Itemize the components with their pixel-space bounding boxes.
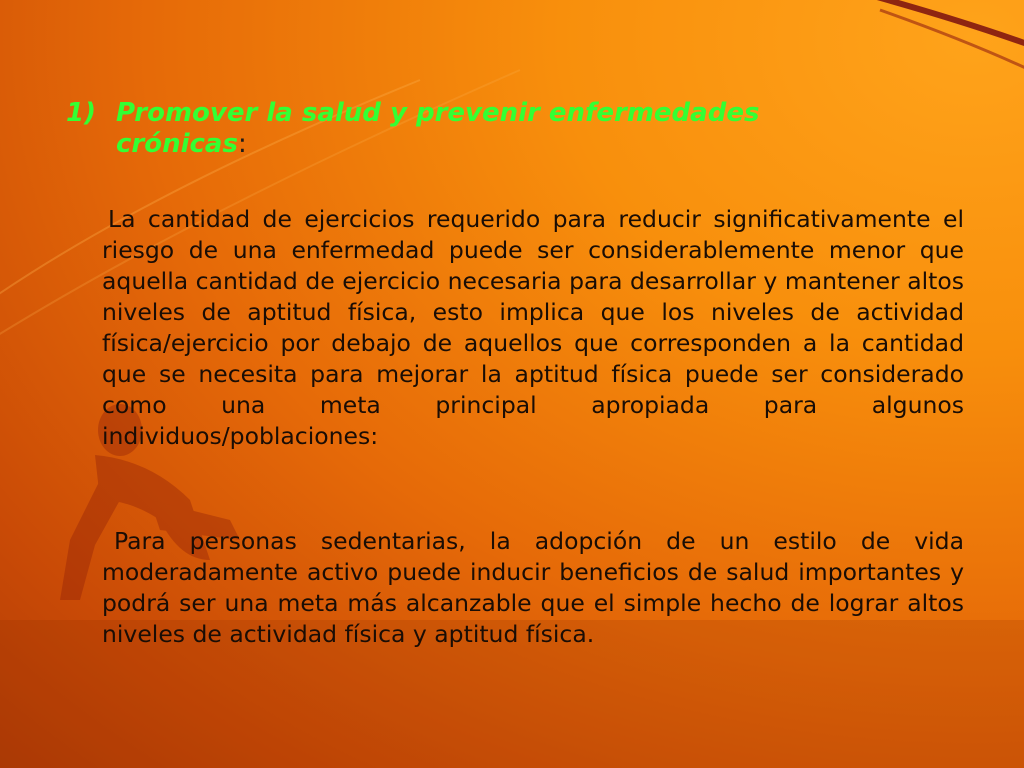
heading-number: 1)	[66, 98, 96, 128]
heading-text-wrap	[116, 98, 826, 160]
heading-text: Promover la salud y prevenir enfermedades crónicas	[116, 98, 760, 159]
paragraph-exercise-amount: La cantidad de ejercicios requerido para reducir significativamente el riesgo de una enfermedad puede ser considerablemente menor que aquella cantidad de ejercicio necesaria para desarrollar y mantener altos niveles de aptitud física, esto implica que los niveles de actividad física/ejercicio por debajo de aquellos que corresponden a la cantidad que se necesita para mejorar la aptitud física puede ser considerado como una meta principal apropiada para algunos individuos/poblaciones:	[102, 205, 964, 450]
track-line	[870, 0, 1024, 45]
heading-colon: :	[237, 129, 247, 159]
paragraph-sedentary-people: Para personas sedentarias, la adopción de un estilo de vida moderadamente activo puede inducir beneficios de salud importantes y podrá ser una meta más alcanzable que el simple hecho de lograr altos niveles de actividad física y aptitud física.	[102, 527, 964, 648]
section-heading	[66, 98, 826, 160]
